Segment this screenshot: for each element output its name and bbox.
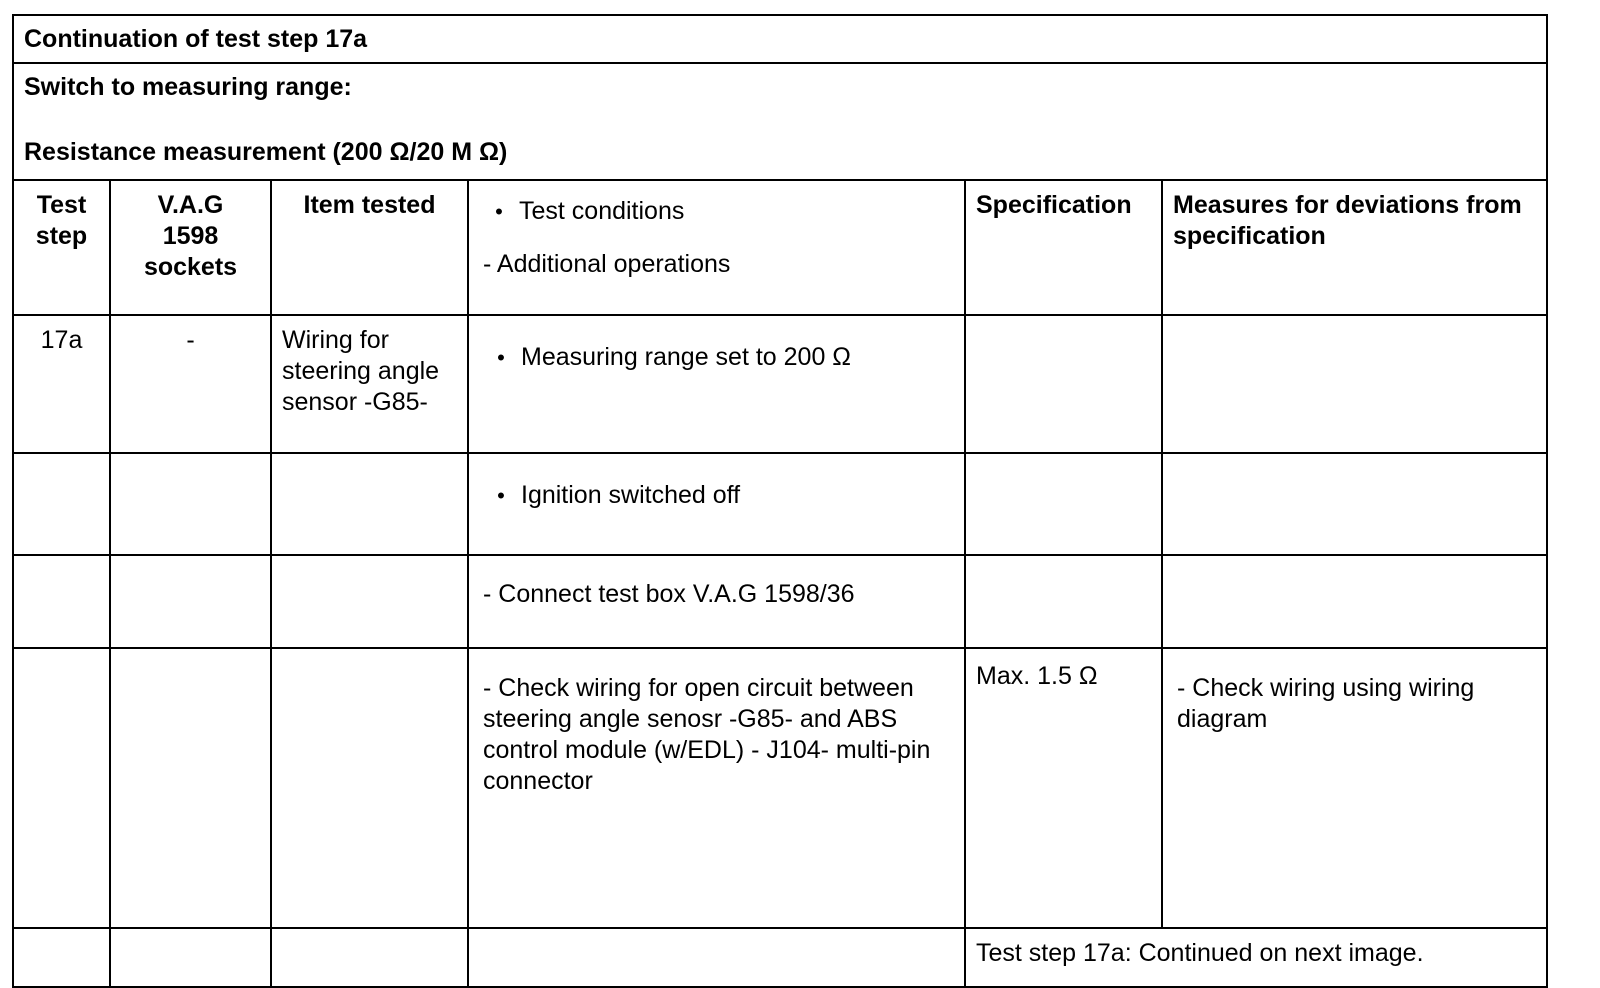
bullet-icon: • xyxy=(497,345,505,370)
col-test-step: Test step xyxy=(13,180,110,315)
col-additional-operations: - Additional operations xyxy=(483,250,731,278)
cell-measures xyxy=(1162,315,1547,453)
table-row xyxy=(13,555,1547,648)
table-footer-row xyxy=(13,928,1547,987)
cell-vag-sockets xyxy=(110,928,271,987)
cell-item-tested xyxy=(271,648,468,928)
sheet-title: Continuation of test step 17a xyxy=(13,15,1547,63)
cell-item-tested xyxy=(271,453,468,555)
cell-condition-text: Ignition switched off xyxy=(521,481,741,509)
cell-vag-sockets xyxy=(110,555,271,648)
table-row xyxy=(13,648,1547,928)
test-step-sheet xyxy=(12,14,1544,988)
col-specification: Specification xyxy=(965,180,1162,315)
cell-specification xyxy=(965,453,1162,555)
cell-measures: - Check wiring using wiring diagram xyxy=(1162,648,1547,928)
cell-vag-sockets xyxy=(110,648,271,928)
cell-condition xyxy=(468,928,965,987)
test-step-table xyxy=(12,14,1548,988)
cell-item-tested: Wiring for steering angle sensor -G85- xyxy=(271,315,468,453)
col-test-conditions xyxy=(468,180,965,315)
cell-measures xyxy=(1162,555,1547,648)
cell-condition: - Connect test box V.A.G 1598/36 xyxy=(468,555,965,648)
cell-specification: Max. 1.5 Ω xyxy=(965,648,1162,928)
continued-note: Test step 17a: Continued on next image. xyxy=(965,928,1547,987)
col-item-tested: Item tested xyxy=(271,180,468,315)
col-measures: Measures for deviations from specification xyxy=(1162,180,1547,315)
cell-condition: - Check wiring for open circuit between steering angle senosr -G85- and ABS control module (w/EDL) - J104- multi-pin connector xyxy=(468,648,965,928)
column-header-row xyxy=(13,180,1547,315)
cell-condition xyxy=(468,315,965,453)
measuring-range-section xyxy=(13,63,1547,180)
cell-specification xyxy=(965,315,1162,453)
range-label: Resistance measurement (200 Ω/20 M Ω) xyxy=(24,138,508,166)
cell-test-step xyxy=(13,648,110,928)
bullet-icon: • xyxy=(495,199,503,224)
table-row xyxy=(13,453,1547,555)
cell-vag-sockets: - xyxy=(110,315,271,453)
col-vag-sockets xyxy=(110,180,271,315)
table-row xyxy=(13,315,1547,453)
cell-vag-sockets xyxy=(110,453,271,555)
cell-test-step xyxy=(13,453,110,555)
cell-condition xyxy=(468,453,965,555)
cell-test-step xyxy=(13,555,110,648)
cell-condition-text: Measuring range set to 200 Ω xyxy=(521,343,851,371)
cell-item-tested xyxy=(271,928,468,987)
switch-label: Switch to measuring range: xyxy=(24,73,352,101)
col-test-conditions-label: Test conditions xyxy=(519,197,685,225)
cell-test-step xyxy=(13,928,110,987)
cell-test-step: 17a xyxy=(13,315,110,453)
cell-specification xyxy=(965,555,1162,648)
cell-measures xyxy=(1162,453,1547,555)
cell-item-tested xyxy=(271,555,468,648)
col-vag-sockets-label: V.A.G 1598 sockets xyxy=(143,191,238,281)
bullet-icon: • xyxy=(497,483,505,508)
